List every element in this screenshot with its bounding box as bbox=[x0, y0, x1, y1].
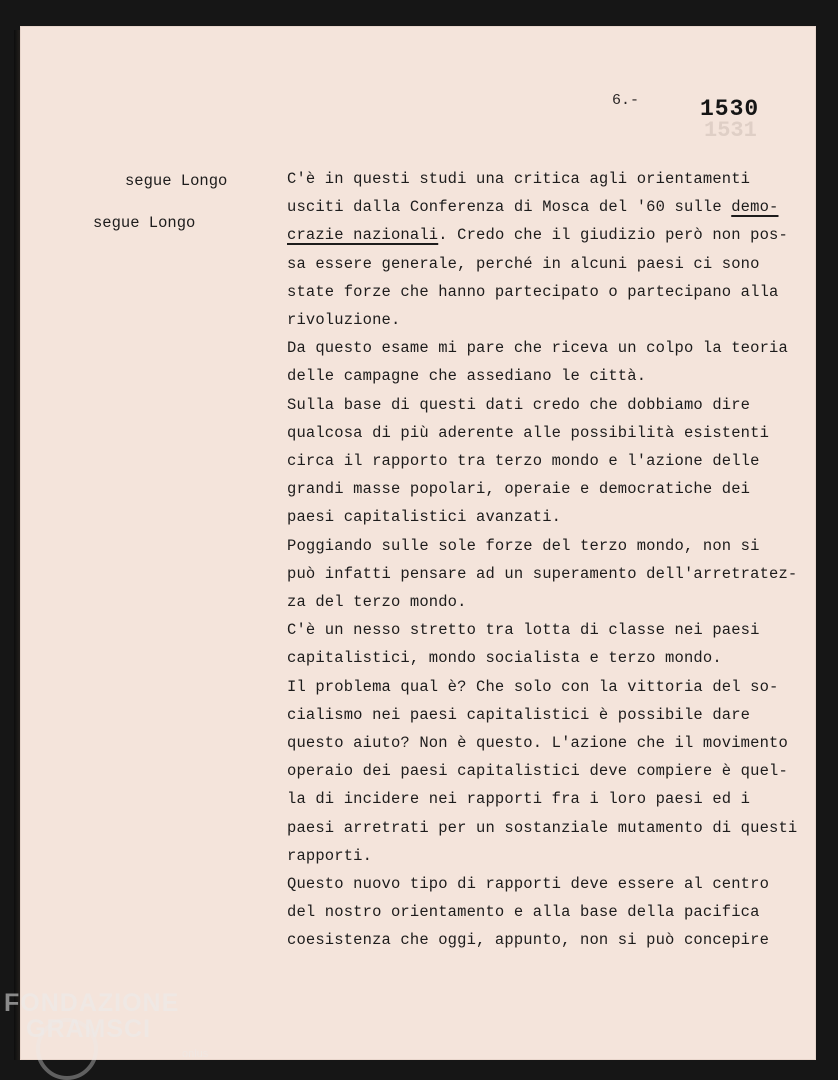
text-line: state forze che hanno partecipato o partecipano alla bbox=[287, 282, 779, 301]
stamp-number: 1530 bbox=[700, 96, 760, 122]
text-line-part: . Credo che il giudizio però non pos- bbox=[438, 226, 788, 245]
watermark-suffix: onlus bbox=[182, 1048, 209, 1060]
text-line: può infatti pensare ad un superamento dell'arretratez- bbox=[287, 564, 798, 583]
text-line: za del terzo mondo. bbox=[287, 593, 467, 612]
text-line: Il problema qual è? Che solo con la vittoria del so- bbox=[287, 677, 779, 696]
text-line: operaio dei paesi capitalistici deve compiere è quel- bbox=[287, 762, 788, 781]
text-line: qualcosa di più aderente alle possibilità esistenti bbox=[287, 423, 770, 442]
text-line: C'è un nesso stretto tra lotta di classe nei paesi bbox=[287, 621, 760, 640]
text-line: circa il rapporto tra terzo mondo e l'azione delle bbox=[287, 452, 760, 471]
text-line: Questo nuovo tipo di rapporti deve essere al centro bbox=[287, 875, 770, 894]
transcript-body bbox=[287, 165, 807, 955]
text-line: del nostro orientamento e alla base della pacifica bbox=[287, 903, 760, 922]
text-line: rivoluzione. bbox=[287, 311, 401, 330]
text-line-part: usciti dalla Conferenza di Mosca del '60 sulle bbox=[287, 198, 732, 217]
watermark-logo bbox=[4, 989, 180, 1043]
page-label: 6.- bbox=[612, 92, 640, 109]
watermark-line2: GRAMSCI bbox=[26, 1015, 152, 1043]
text-line: rapporti. bbox=[287, 846, 373, 865]
text-line: coesistenza che oggi, appunto, non si può concepire bbox=[287, 931, 770, 950]
text-line: capitalistici, mondo socialista e terzo mondo. bbox=[287, 649, 722, 668]
text-line: Poggiando sulle sole forze del terzo mondo, non si bbox=[287, 536, 760, 555]
text-line: sa essere generale, perché in alcuni paesi ci sono bbox=[287, 254, 760, 273]
bleed-through-number: 1531 bbox=[704, 118, 757, 143]
text-line: grandi masse popolari, operaie e democratiche dei bbox=[287, 480, 751, 499]
text-line: Da questo esame mi pare che riceva un colpo la teoria bbox=[287, 339, 788, 358]
text-line: la di incidere nei rapporti fra i loro paesi ed i bbox=[287, 790, 751, 809]
text-line: paesi arretrati per un sostanziale mutamento di questi bbox=[287, 818, 798, 837]
text-line bbox=[287, 193, 807, 221]
bleed-through-speaker: segue Longo bbox=[93, 214, 196, 232]
text-line: Sulla base di questi dati credo che dobbiamo dire bbox=[287, 395, 751, 414]
watermark-line1: FONDAZIONE bbox=[4, 989, 180, 1017]
text-line: C'è in questi studi una critica agli orientamenti bbox=[287, 170, 751, 188]
underlined-word: demo- bbox=[731, 198, 779, 217]
text-line: cialismo nei paesi capitalistici è possibile dare bbox=[287, 705, 751, 724]
text-line: questo aiuto? Non è questo. L'azione che il movimento bbox=[287, 734, 788, 753]
text-line bbox=[287, 221, 807, 249]
speaker-label: segue Longo bbox=[125, 172, 228, 190]
underlined-phrase: crazie nazionali bbox=[287, 226, 439, 245]
text-line: delle campagne che assediano le città. bbox=[287, 367, 647, 386]
text-line: paesi capitalistici avanzati. bbox=[287, 508, 562, 527]
